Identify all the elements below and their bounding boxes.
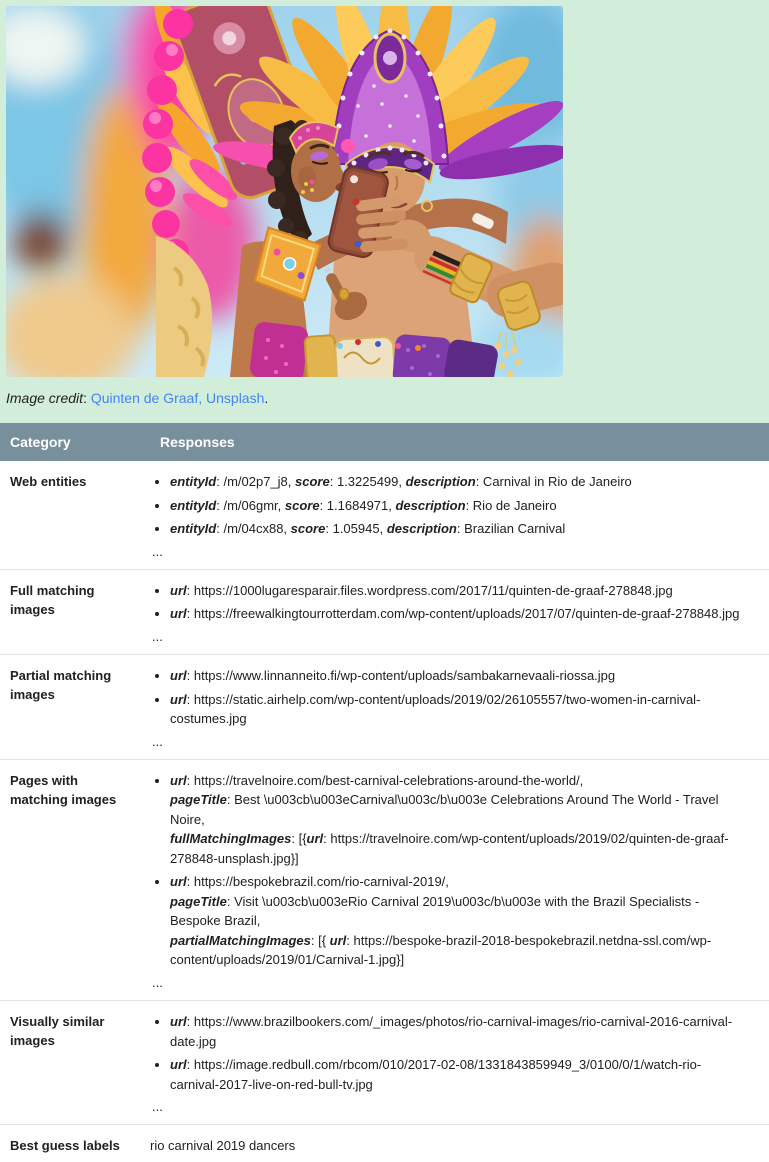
image-credit-separator: :	[83, 390, 91, 406]
field-key: url	[170, 691, 187, 707]
image-credit-label: Image credit	[6, 390, 84, 406]
field-key: url	[170, 606, 187, 622]
field-key: pageTitle	[170, 792, 227, 808]
column-header-responses: Responses	[150, 423, 769, 461]
field-key: description	[395, 497, 466, 513]
category-cell: Full matching images	[0, 569, 150, 654]
response-item: • entityId: /m/04cx88, score: 1.05945, description: Brazilian Carnival	[170, 519, 745, 539]
table-row	[0, 569, 769, 654]
response-item: • url: https://bespokebrazil.com/rio-carnival-2019/, pageTitle: Visit \u003cb\u003eRio Carnival 2019\u003c/b\u003e with the Brazil Specialists - Bespoke Brazil, partialMatchingImages: [{ url: https://bespoke-brazil-2018-bespokebrazil.netdna-ssl.com/wp-content/uploads/2019/01/Carnival-1.jpg}]	[170, 872, 745, 970]
ellipsis: ...	[152, 628, 163, 644]
ellipsis: ...	[152, 974, 163, 990]
response-item: • entityId: /m/02p7_j8, score: 1.3225499, description: Carnival in Rio de Janeiro	[170, 472, 745, 492]
table-header-row	[0, 423, 769, 461]
response-item: • url: https://www.brazilbookers.com/_images/photos/rio-carnival-images/rio-carnival-2016-carnival-date.jpg	[170, 1012, 745, 1051]
table-row	[0, 1001, 769, 1125]
field-key: pageTitle	[170, 893, 227, 909]
field-key: entityId	[170, 497, 217, 513]
responses-cell	[150, 759, 769, 1000]
category-cell: Partial matching images	[0, 655, 150, 760]
field-key: url	[170, 668, 187, 683]
category-cell: Best guess labels	[0, 1125, 150, 1162]
field-key: url	[170, 772, 187, 788]
field-key: partialMatchingImages	[170, 932, 311, 948]
field-key: url	[170, 582, 187, 598]
response-item: • entityId: /m/06gmr, score: 1.1684971, description: Rio de Janeiro	[170, 496, 745, 516]
image-credit-period: .	[264, 390, 269, 406]
field-key: entityId	[170, 521, 217, 536]
credit-link-photographer[interactable]: Quinten de Graaf,	[90, 390, 203, 406]
ellipsis: ...	[152, 1099, 163, 1114]
field-key: fullMatchingImages	[170, 831, 292, 847]
field-key: entityId	[170, 474, 217, 489]
response-item: • url: https://www.linnanneito.fi/wp-content/uploads/sambakarnevaali-riossa.jpg	[170, 666, 745, 686]
response-item: • url: https://freewalkingtourrotterdam.com/wp-content/uploads/2017/07/quinten-de-graaf-278848.jpg	[170, 604, 745, 624]
carnival-photo	[6, 6, 563, 377]
field-key: score	[290, 521, 326, 536]
table-row	[0, 759, 769, 1000]
responses-cell	[150, 461, 769, 569]
responses-cell	[150, 655, 769, 760]
category-cell: Visually similar images	[0, 1001, 150, 1125]
responses-cell	[150, 1001, 769, 1125]
response-item: • url: https://static.airhelp.com/wp-content/uploads/2019/02/26105557/two-women-in-carnival-costumes.jpg	[170, 690, 745, 729]
response-item: • url: https://image.redbull.com/rbcom/010/2017-02-08/1331843859949_3/0100/0/1/watch-rio-carnival-2017-live-on-red-bull-tv.jpg	[170, 1055, 745, 1094]
field-key: url	[170, 1057, 187, 1072]
field-key: url	[170, 1014, 187, 1029]
field-key: score	[295, 474, 330, 489]
web-detection-table	[0, 423, 769, 1162]
response-list	[150, 581, 745, 624]
ellipsis: ...	[152, 733, 163, 749]
field-key: description	[405, 474, 476, 489]
table-row	[0, 655, 769, 760]
field-key: url	[306, 831, 324, 847]
table-row	[0, 461, 769, 569]
response-item: • url: https://1000lugaresparair.files.wordpress.com/2017/11/quinten-de-graaf-278848.jpg	[170, 581, 745, 601]
field-key: url	[170, 874, 187, 890]
table-row	[0, 1125, 769, 1162]
field-key: score	[284, 497, 320, 513]
image-credit	[6, 390, 769, 406]
response-list	[150, 666, 745, 729]
response-text: rio carnival 2019 dancers	[150, 1138, 296, 1154]
credit-link-unsplash[interactable]: Unsplash	[206, 390, 265, 406]
responses-cell	[150, 1125, 769, 1162]
responses-cell	[150, 569, 769, 654]
category-cell: Pages with matching images	[0, 759, 150, 1000]
field-key: description	[386, 521, 457, 536]
response-list	[150, 771, 745, 970]
response-list	[150, 1012, 745, 1094]
response-item: • url: https://travelnoire.com/best-carnival-celebrations-around-the-world/, pageTitle: Best \u003cb\u003eCarnival\u003c/b\u003e Celebrations Around The World - Travel Noire, fullMatchingImages: [{url: https://travelnoire.com/wp-content/uploads/2019/02/quinten-de-graaf-278848-unsplash.jpg}]	[170, 771, 745, 869]
ellipsis: ...	[152, 543, 163, 559]
field-key: url	[329, 932, 347, 948]
table-body	[0, 461, 769, 1162]
column-header-category: Category	[0, 423, 150, 461]
response-list	[150, 472, 745, 539]
carnival-photo-illustration	[6, 6, 563, 377]
category-cell: Web entities	[10, 474, 87, 489]
